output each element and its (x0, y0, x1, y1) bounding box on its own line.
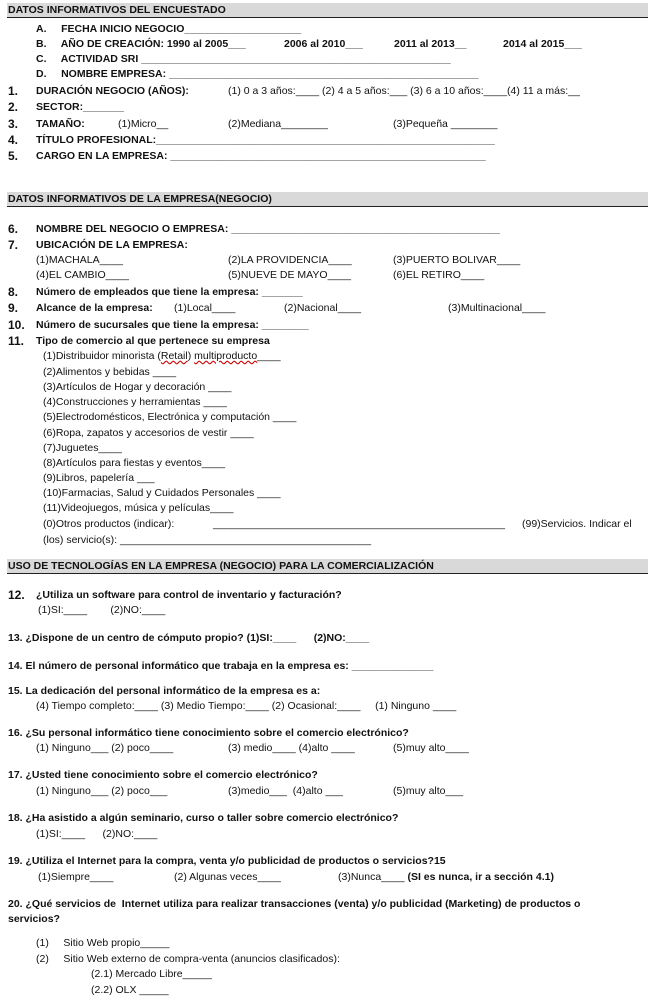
q20-label-line2: servicios? (8, 913, 60, 925)
q2-sector[interactable]: SECTOR:_______ (36, 101, 124, 113)
q11-opt-3[interactable]: (3)Artículos de Hogar y decoración ____ (43, 381, 232, 393)
q11-opt-8[interactable]: (8)Artículos para fiestas y eventos____ (43, 457, 226, 469)
q12-options[interactable]: (1)SI:____ (2)NO:____ (38, 604, 166, 616)
q11-servicios-blank[interactable]: (los) servicio(s): ___________________________________________ (43, 534, 372, 546)
q9-number: 9. (8, 301, 19, 315)
q20-opt-2-1[interactable]: (2.1) Mercado Libre_____ (91, 968, 212, 980)
field-fecha-inicio[interactable]: A. FECHA INICIO NEGOCIO____________________ (36, 23, 302, 35)
q7-providencia[interactable]: (2)LA PROVIDENCIA____ (228, 254, 352, 266)
field-anio-3[interactable]: 2011 al 2013__ (394, 38, 467, 50)
q3-label: TAMAÑO: (36, 118, 85, 130)
q18-label: 18. ¿Ha asistido a algún seminario, curso o taller sobre comercio electrónico? (8, 812, 399, 824)
q1-label: DURACIÓN NEGOCIO (AÑOS): (36, 85, 189, 97)
q20-opt-2-2[interactable]: (2.2) OLX _____ (91, 984, 169, 996)
q7-label: UBICACIÓN DE LA EMPRESA: (36, 239, 188, 251)
q17-opt-c[interactable]: (5)muy alto___ (393, 785, 464, 797)
q15-label: 15. La dedicación del personal informático de la empresa es a: (8, 685, 321, 697)
q5-cargo[interactable]: CARGO EN LA EMPRESA: ______________________________________________________ (36, 150, 486, 162)
q3-mediana[interactable]: (2)Mediana________ (228, 118, 328, 130)
q7-number: 7. (8, 238, 19, 252)
section-header-tecnologias: USO DE TECNOLOGÍAS EN LA EMPRESA (NEGOCIO) PARA LA COMERCIALIZACIÓN (7, 559, 648, 574)
q3-micro[interactable]: (1)Micro__ (118, 118, 169, 130)
q20-label-line1: 20. ¿Qué servicios de Internet utiliza para realizar transacciones (venta) y/o publicidad (Marketing) de productos o (8, 898, 581, 910)
q16-opt-b[interactable]: (3) medio____ (4)alto ____ (228, 742, 355, 754)
q7-nueve-de-mayo[interactable]: (5)NUEVE DE MAYO____ (228, 269, 351, 281)
section-header-empresa: DATOS INFORMATIVOS DE LA EMPRESA(NEGOCIO) (7, 192, 648, 207)
q1-number: 1. (8, 84, 19, 98)
q8-number: 8. (8, 285, 19, 299)
q17-opt-a[interactable]: (1) Ninguno___ (2) poco___ (36, 785, 168, 797)
q12-number: 12. (8, 588, 25, 602)
q17-opt-b[interactable]: (3)medio___ (4)alto ___ (228, 785, 343, 797)
q7-el-cambio[interactable]: (4)EL CAMBIO____ (36, 269, 129, 281)
q16-opt-a[interactable]: (1) Ninguno___ (2) poco____ (36, 742, 174, 754)
q11-opt-11[interactable]: (11)Videojuegos, música y películas____ (43, 502, 234, 514)
q10-sucursales[interactable]: Número de sucursales que tiene la empresa: ________ (36, 319, 309, 331)
q8-empleados[interactable]: Número de empleados que tiene la empresa: _______ (36, 286, 303, 298)
q11-opt-7[interactable]: (7)Juguetes____ (43, 442, 122, 454)
q3-number: 3. (8, 117, 19, 131)
q11-opt-99[interactable]: (99)Servicios. Indicar el (522, 518, 632, 530)
q19-algunas-veces[interactable]: (2) Algunas veces____ (174, 871, 281, 883)
q9-local[interactable]: (1)Local____ (174, 302, 236, 314)
q11-opt-10[interactable]: (10)Farmacias, Salud y Cuidados Personales ____ (43, 487, 281, 499)
q10-number: 10. (8, 318, 25, 332)
q12-label: ¿Utiliza un software para control de inventario y facturación? (36, 589, 342, 601)
q20-opt-1[interactable]: (1) Sitio Web propio_____ (36, 937, 170, 949)
q11-number: 11. (8, 334, 25, 348)
q9-label: Alcance de la empresa: (36, 302, 153, 314)
q18-options[interactable]: (1)SI:____ (2)NO:____ (36, 828, 158, 840)
field-anio-1[interactable]: B. AÑO DE CREACIÓN: 1990 al 2005___ (36, 38, 246, 50)
q3-pequena[interactable]: (3)Pequeña ________ (393, 118, 498, 130)
q19-label: 19. ¿Utiliza el Internet para la compra, venta y/o publicidad de productos o servicios?15 (8, 855, 446, 867)
q19-nunca[interactable]: (3)Nunca____ (SI es nunca, ir a sección 4.1) (338, 871, 554, 883)
q4-number: 4. (8, 133, 19, 147)
q15-options[interactable]: (4) Tiempo completo:____ (3) Medio Tiempo:____ (2) Ocasional:____ (1) Ninguno ____ (36, 700, 457, 712)
field-anio-2[interactable]: 2006 al 2010___ (284, 38, 363, 50)
q7-puerto-bolivar[interactable]: (3)PUERTO BOLIVAR____ (393, 254, 521, 266)
field-nombre-empresa[interactable]: D. NOMBRE EMPRESA: _____________________________________________________ (36, 68, 479, 80)
q9-nacional[interactable]: (2)Nacional____ (284, 302, 362, 314)
q16-opt-c[interactable]: (5)muy alto____ (393, 742, 469, 754)
q6-nombre[interactable]: NOMBRE DEL NEGOCIO O EMPRESA: ______________________________________________ (36, 223, 500, 235)
q4-titulo[interactable]: TÍTULO PROFESIONAL:__________________________________________________________ (36, 134, 495, 146)
q11-opt-1[interactable]: (1)Distribuidor minorista (Retail) multiproducto____ (43, 350, 281, 362)
q11-opt-4[interactable]: (4)Construcciones y herramientas ____ (43, 396, 227, 408)
q20-opt-2: (2) Sitio Web externo de compra-venta (anuncios clasificados): (36, 953, 340, 965)
q13-centro-computo[interactable]: 13. ¿Dispone de un centro de cómputo propio? (1)SI:____ (2)NO:____ (8, 632, 370, 644)
q7-machala[interactable]: (1)MACHALA____ (36, 254, 123, 266)
q11-opt-9[interactable]: (9)Libros, papelería ___ (43, 472, 155, 484)
q11-opt-0-label: (0)Otros productos (indicar): (43, 518, 175, 530)
field-actividad-sri[interactable]: C. ACTIVIDAD SRI _____________________________________________________ (36, 53, 451, 65)
q14-personal[interactable]: 14. El número de personal informático que trabaja en la empresa es: ______________ (8, 660, 434, 672)
q16-label: 16. ¿Su personal informático tiene conocimiento sobre el comercio electrónico? (8, 727, 409, 739)
q11-opt-0-blank[interactable]: __________________________________________________ (213, 518, 505, 530)
q17-label: 17. ¿Usted tiene conocimiento sobre el comercio electrónico? (8, 769, 318, 781)
q11-opt-6[interactable]: (6)Ropa, zapatos y accesorios de vestir ____ (43, 427, 254, 439)
q19-siempre[interactable]: (1)Siempre____ (38, 871, 114, 883)
q6-number: 6. (8, 222, 19, 236)
q1-options[interactable]: (1) 0 a 3 años:____ (2) 4 a 5 años:___ (3) 6 a 10 años:____(4) 11 a más:__ (228, 85, 580, 97)
q11-opt-2[interactable]: (2)Alimentos y bebidas ____ (43, 366, 177, 378)
field-anio-4[interactable]: 2014 al 2015___ (503, 38, 582, 50)
q11-opt-5[interactable]: (5)Electrodomésticos, Electrónica y computación ____ (43, 411, 297, 423)
q9-multinacional[interactable]: (3)Multinacional____ (448, 302, 546, 314)
section-header-encuestado: DATOS INFORMATIVOS DEL ENCUESTADO (7, 3, 648, 18)
q7-el-retiro[interactable]: (6)EL RETIRO____ (393, 269, 485, 281)
q2-number: 2. (8, 100, 19, 114)
q5-number: 5. (8, 149, 19, 163)
q11-label: Tipo de comercio al que pertenece su empresa (36, 335, 270, 347)
